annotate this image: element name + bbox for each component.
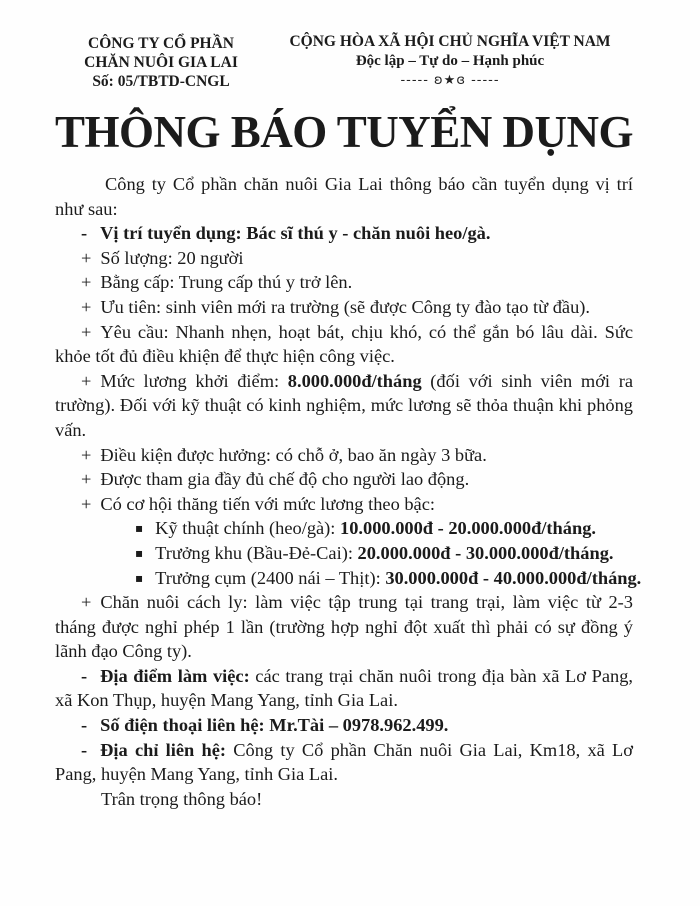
page-title: THÔNG BÁO TUYỂN DỤNG [55,107,633,157]
company-name-line1: CÔNG TY CỔ PHẦN [88,35,234,52]
isolation-text: Chăn nuôi cách ly: làm việc tập trung tại trang trại, làm việc từ 2-3 tháng được nghỉ phép 1 lần (trường hợp nghỉ đột xuất thì phải có sự đồng ý lãnh đạo Công ty). [55,592,633,662]
salary-suffix: (đối với sinh viên mới ra trường). Đối với kỹ thuật có kinh nghiệm, mức lương sẽ thỏa thuận khi phỏng vấn. [55,370,633,440]
salary-tier-row [55,516,633,541]
square-bullet-icon: ▪ [135,521,144,536]
national-motto: Độc lập – Tự do – Hạnh phúc [355,53,545,69]
salary-tier-row [55,541,633,566]
benefit-housing-item [55,443,633,468]
salary-prefix: Mức lương khởi điểm: [100,370,288,391]
quantity-text: Số lượng: 20 người [100,247,244,268]
plus-marker: + [81,493,92,514]
address-item [55,738,633,787]
promotion-intro-item [55,492,633,517]
tier-range: 10.000.000đ - 20.000.000đ/tháng. [340,518,597,539]
ornament-divider: ----- ʚ★ɞ ----- [400,73,500,88]
dash-marker: - [81,739,88,760]
position-text: Vị trí tuyển dụng: Bác sĩ thú y - chăn nuôi heo/gà. [100,223,491,244]
company-name-line2: CHĂN NUÔI GIA LAI [84,54,238,71]
workplace-text: các trang trại chăn nuôi trong địa bàn xã Lơ Pang, xã Kon Thụp, huyện Mang Yang, tỉnh Gia Lai. [55,665,633,711]
quantity-item [55,246,633,271]
phone-item [55,713,633,738]
plus-marker: + [81,592,92,613]
dash-marker: - [81,665,88,686]
tier-role: Trưởng cụm (2400 nái – Thịt): [155,567,386,588]
position-item [55,221,633,246]
plus-marker: + [81,370,92,391]
benefit-insurance-text: Được tham gia đầy đủ chế độ cho người lao động. [100,469,470,490]
square-bullet-icon: ▪ [135,570,144,585]
benefit-housing-text: Điều kiện được hưởng: có chỗ ở, bao ăn ngày 3 bữa. [100,444,487,465]
closing-paragraph: Trân trọng thông báo! [101,788,263,809]
workplace-item [55,664,633,713]
plus-marker: + [81,469,92,490]
salary-item [55,369,633,443]
salary-amount: 8.000.000đ/tháng [287,370,422,391]
dash-marker: - [81,223,88,244]
degree-item [55,270,633,295]
requirement-item [55,320,633,369]
plus-marker: + [81,296,92,317]
priority-item [55,295,633,320]
priority-text: Ưu tiên: sinh viên mới ra trường (sẽ được Công ty đào tạo từ đầu). [100,296,590,317]
requirement-text: Yêu cầu: Nhanh nhẹn, hoạt bát, chịu khó, có thể gắn bó lâu dài. Sức khỏe tốt đủ điều khiện để thực hiện công việc. [55,321,633,367]
promotion-intro-text: Có cơ hội thăng tiến với mức lương theo bậc: [100,493,435,514]
national-title: CỘNG HÒA XÃ HỘI CHỦ NGHĨA VIỆT NAM [289,33,611,50]
isolation-item [55,590,633,664]
plus-marker: + [81,444,92,465]
tier-role: Trưởng khu (Bầu-Đẻ-Cai): [155,542,358,563]
plus-marker: + [81,321,92,342]
salary-tier-row [55,566,642,591]
tier-range: 30.000.000đ - 40.000.000đ/tháng. [385,567,642,588]
address-text: Công ty Cổ phần Chăn nuôi Gia Lai, Km18, xã Lơ Pang, huyện Mang Yang, tỉnh Gia Lai. [55,739,633,785]
degree-text: Bằng cấp: Trung cấp thú y trở lên. [100,272,353,293]
tier-role: Kỹ thuật chính (heo/gà): [155,518,341,539]
workplace-label: Địa điểm làm việc: [100,665,250,686]
square-bullet-icon: ▪ [135,545,144,560]
national-motto-block [267,28,633,89]
address-label: Địa chỉ liên hệ: [100,739,227,760]
dash-marker: - [81,715,88,736]
plus-marker: + [81,247,92,268]
tier-range: 20.000.000đ - 30.000.000đ/tháng. [357,542,614,563]
phone-text: Số điện thoại liên hệ: Mr.Tài – 0978.962.499. [100,715,449,736]
document-header [55,28,633,91]
company-block [55,28,267,91]
benefit-insurance-item [55,467,633,492]
plus-marker: + [81,272,92,293]
document-number: Số: 05/TBTD-CNGL [92,73,230,90]
document-body [55,172,642,811]
intro-paragraph: Công ty Cổ phần chăn nuôi Gia Lai thông báo cần tuyển dụng vị trí như sau: [55,174,633,219]
